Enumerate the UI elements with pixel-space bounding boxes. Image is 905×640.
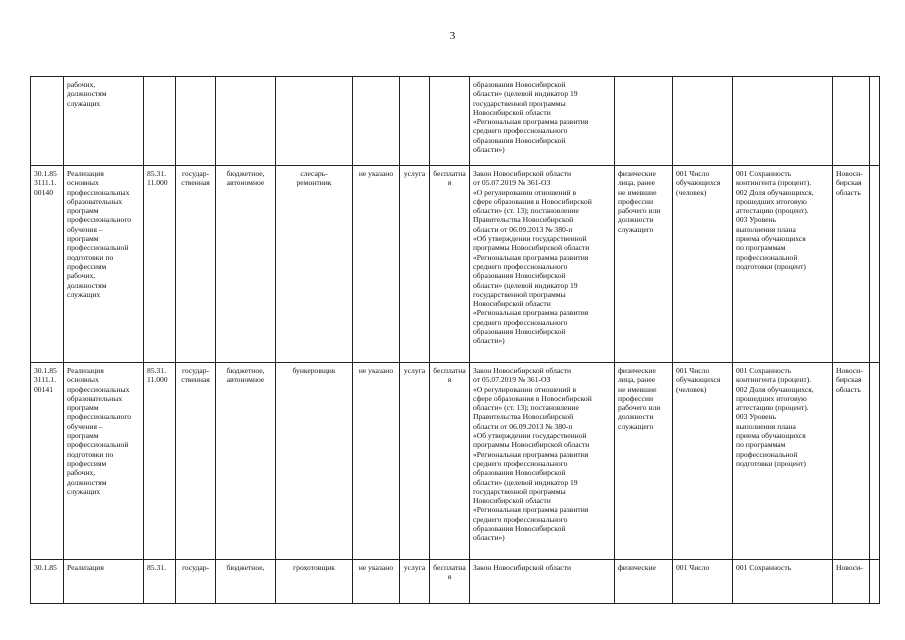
cell-text: государ- ственная <box>181 366 210 385</box>
cell-text: слесарь- ремонтник <box>296 169 332 188</box>
cell-text: бюджетное, автономное <box>226 169 265 188</box>
cell-okved-code <box>144 166 176 363</box>
cell-text: не указано <box>358 563 394 572</box>
cell-institution-type <box>216 77 276 166</box>
cell-ownership <box>176 363 216 560</box>
cell-text: физические лица, ранее не имевшие профессии рабочего или должности служащего <box>618 169 661 234</box>
cell-text: Реализация основных профессиональных образовательных программ профессионального обучения – программ профессиональной подготовки по профессиям рабочих, должностям служащих <box>67 169 132 299</box>
cell-okved-code <box>144 560 176 604</box>
cell-quality-indicators <box>733 560 833 604</box>
cell-consumer-category <box>615 560 673 604</box>
cell-consumer-category <box>615 166 673 363</box>
cell-legal-basis <box>470 77 615 166</box>
cell-payment <box>430 77 470 166</box>
cell-text: услуга <box>403 563 426 572</box>
cell-text: бюджетное, автономное <box>226 366 265 385</box>
cell-text: Закон Новосибирской области <box>473 563 572 572</box>
cell-text: не указано <box>358 169 394 178</box>
cell-profession <box>276 560 353 604</box>
cell-ownership <box>176 166 216 363</box>
cell-territory <box>833 560 870 604</box>
cell-text: 30.1.85 3111.1. 00141 <box>34 366 57 394</box>
cell-text: 30.1.85 <box>34 563 57 572</box>
cell-payment <box>430 560 470 604</box>
cell-text: Закон Новосибирской области от 05.07.2019 № 361-ОЗ «О регулировании отношений в сфере образования в Новосибирской области» (ст. 13); постановление Правительства Новосибирской области от 06.09.2013 № 380-п «Об утверждении государственной программы Новосибирской области «Региональная программа развития среднего профессионального образования Новосибирской области» (целевой индикатор 19 государственной программы Новосибирской области «Региональная программа развития среднего профессионального образования Новосибирской области») <box>473 169 592 346</box>
table-row <box>31 166 880 363</box>
cell-text: 001 Сохранность <box>736 563 792 572</box>
cell-text: 85.31. 11.000 <box>147 366 168 385</box>
cell-text: Реализация основных профессиональных образовательных программ профессионального обучения – программ профессиональной подготовки по профессиям рабочих, должностям служащих <box>67 366 132 496</box>
cell-form <box>353 166 400 363</box>
cell-text: рабочих, должностям служащих <box>67 80 107 108</box>
cell-text: грохотовщик <box>293 563 335 572</box>
cell-institution-type <box>216 560 276 604</box>
cell-profession <box>276 363 353 560</box>
cell-text: физические лица, ранее не имевшие профессии рабочего или должности служащего <box>618 366 661 431</box>
cell-text: 001 Число <box>676 563 710 572</box>
cell-consumer-category <box>615 363 673 560</box>
page-number: 3 <box>449 30 456 42</box>
cell-category <box>400 77 430 166</box>
cell-text: бесплатная <box>433 169 466 188</box>
cell-quality-indicators <box>733 166 833 363</box>
cell-service-name <box>64 77 144 166</box>
cell-text: 30.1.85 3111.1. 00140 <box>34 169 57 197</box>
cell-text: 85.31. <box>147 563 166 572</box>
cell-form <box>353 363 400 560</box>
cell-text: Новоси- <box>836 563 863 572</box>
cell-text: государ- <box>181 563 210 572</box>
cell-text: 85.31. 11.000 <box>147 169 168 188</box>
cell-consumer-category <box>615 77 673 166</box>
cell-territory <box>833 77 870 166</box>
cell-legal-basis <box>470 166 615 363</box>
cell-form <box>353 560 400 604</box>
cell-text: бесплатная <box>433 366 466 385</box>
cell-legal-basis <box>470 560 615 604</box>
cell-territory <box>833 166 870 363</box>
cell-payment <box>430 363 470 560</box>
cell-registry-code <box>31 363 64 560</box>
cell-text: бесплатная <box>433 563 466 582</box>
cell-text: Закон Новосибирской области от 05.07.2019 № 361-ОЗ «О регулировании отношений в сфере образования в Новосибирской области» (ст. 13); постановление Правительства Новосибирской области от 06.09.2013 № 380-п «Об утверждении государственной программы Новосибирской области «Региональная программа развития среднего профессионального образования Новосибирской области» (целевой индикатор 19 государственной программы Новосибирской области «Региональная программа развития среднего профессионального образования Новосибирской области») <box>473 366 592 543</box>
cell-text: государ- ственная <box>181 169 210 188</box>
cell-category <box>400 560 430 604</box>
cell-text: образования Новосибирской области» (целевой индикатор 19 государственной программы Новосибирской области «Региональная программа развития среднего профессионального образования Новосибирской области») <box>473 80 589 155</box>
cell-text: бункеровщик <box>292 366 336 375</box>
cell-text: 001 Сохранность контингента (процент). 002 Доля обучающихся, прошедших итоговую аттестацию (процент). 003 Уровень выполнения плана приема обучающихся по программам профессиональной подготовки (процент) <box>736 366 814 468</box>
cell-extra <box>870 166 880 363</box>
cell-quality-indicators <box>733 77 833 166</box>
cell-extra <box>870 363 880 560</box>
cell-text: услуга <box>403 169 426 178</box>
cell-text: 001 Число обучающихся (человек) <box>676 366 721 394</box>
cell-profession <box>276 77 353 166</box>
cell-service-name <box>64 363 144 560</box>
cell-text: Новоси- бирская область <box>836 169 863 197</box>
cell-service-name <box>64 166 144 363</box>
cell-institution-type <box>216 363 276 560</box>
cell-text: не указано <box>358 366 394 375</box>
cell-text: физические <box>618 563 656 572</box>
cell-text: Новоси- бирская область <box>836 366 863 394</box>
cell-ownership <box>176 560 216 604</box>
services-table <box>30 76 880 604</box>
cell-text: Реализация <box>67 563 104 572</box>
cell-payment <box>430 166 470 363</box>
cell-territory <box>833 363 870 560</box>
cell-volume-indicator <box>673 363 733 560</box>
cell-institution-type <box>216 166 276 363</box>
cell-ownership <box>176 77 216 166</box>
cell-form <box>353 77 400 166</box>
cell-registry-code <box>31 166 64 363</box>
table-row <box>31 77 880 166</box>
cell-volume-indicator <box>673 166 733 363</box>
cell-extra <box>870 560 880 604</box>
cell-volume-indicator <box>673 560 733 604</box>
cell-quality-indicators <box>733 363 833 560</box>
cell-text: бюджетное, <box>226 563 265 572</box>
cell-category <box>400 363 430 560</box>
cell-service-name <box>64 560 144 604</box>
cell-text: услуга <box>403 366 426 375</box>
table-row <box>31 560 880 604</box>
cell-registry-code <box>31 560 64 604</box>
cell-text: 001 Число обучающихся (человек) <box>676 169 721 197</box>
cell-legal-basis <box>470 363 615 560</box>
cell-okved-code <box>144 363 176 560</box>
cell-category <box>400 166 430 363</box>
cell-volume-indicator <box>673 77 733 166</box>
cell-okved-code <box>144 77 176 166</box>
table-row <box>31 363 880 560</box>
cell-registry-code <box>31 77 64 166</box>
cell-text: 001 Сохранность контингента (процент). 002 Доля обучающихся, прошедших итоговую аттестацию (процент). 003 Уровень выполнения плана приема обучающихся по программам профессиональной подготовки (процент) <box>736 169 814 271</box>
cell-profession <box>276 166 353 363</box>
cell-extra <box>870 77 880 166</box>
